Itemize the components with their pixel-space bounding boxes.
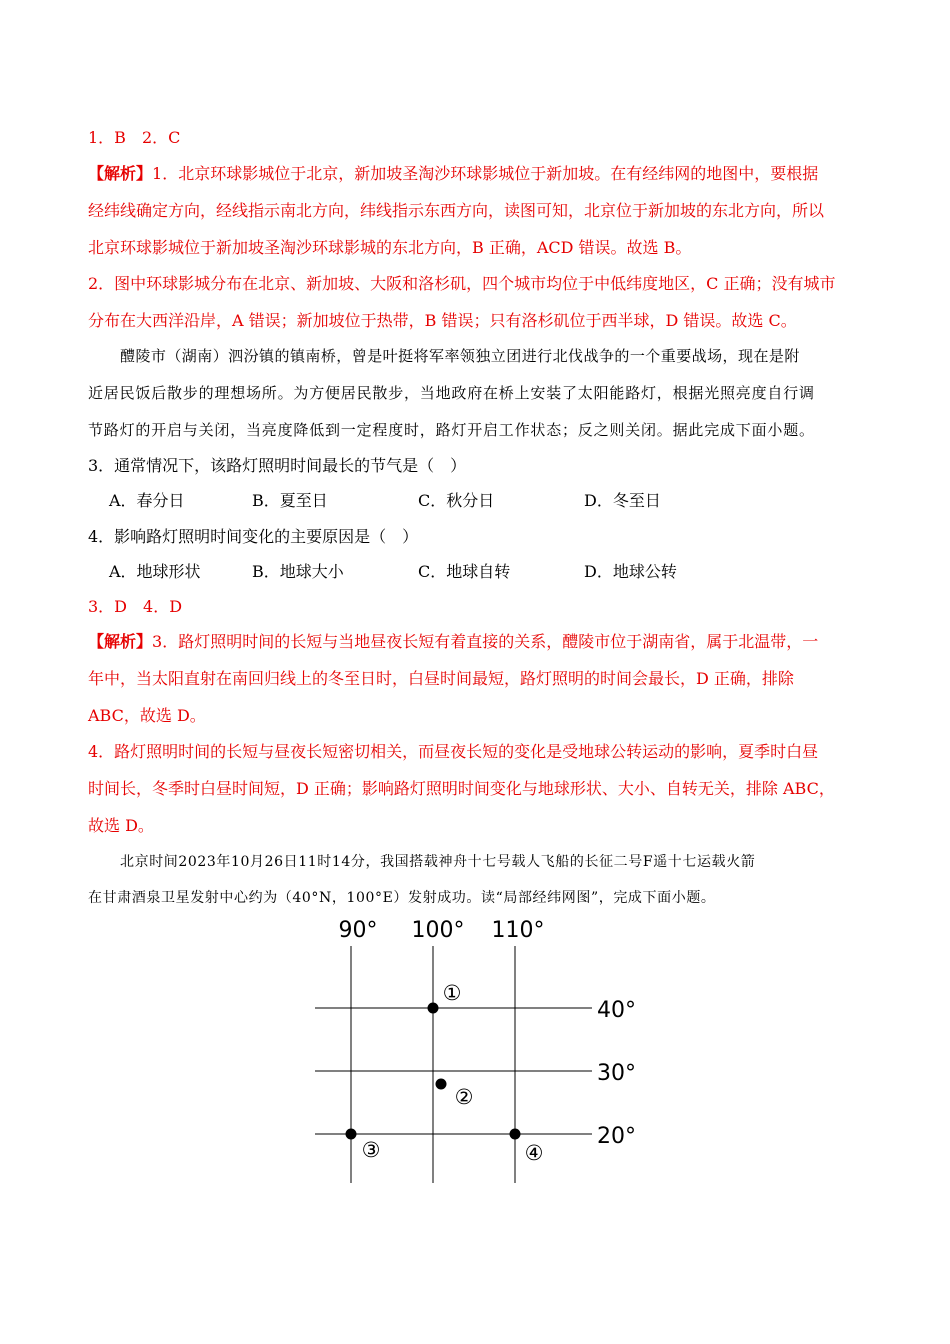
question-3-option-c: C．秋分日 bbox=[418, 491, 495, 510]
passage-1-line-3: 节路灯的开启与关闭，当亮度降低到一定程度时，路灯开启工作状态；反之则关闭。据此完成下面小题。 bbox=[88, 421, 815, 439]
point-4-dot bbox=[510, 1129, 521, 1140]
analysis-4-line-2: 时间长，冬季时白昼时间短，D 正确；影响路灯照明时间变化与地球形状、大小、自转无关，排除 ABC， bbox=[88, 779, 835, 798]
answer-1-2: 1．B 2．C bbox=[88, 128, 181, 147]
latitude-label-40: 40° bbox=[597, 998, 636, 1023]
question-4-option-c: C．地球自转 bbox=[418, 562, 511, 581]
latitude-label-20: 20° bbox=[597, 1124, 636, 1149]
question-3-option-d: D．冬至日 bbox=[584, 491, 661, 510]
point-4-label: ④ bbox=[524, 1141, 544, 1165]
question-4-option-a: A．地球形状 bbox=[109, 562, 201, 581]
analysis-label-2: 【解析】 bbox=[88, 632, 153, 651]
point-3-label: ③ bbox=[361, 1138, 381, 1162]
analysis-2-line-2: 分布在大西洋沿岸，A 错误；新加坡位于热带，B 错误；只有洛杉矶位于西半球，D 错误。故选 C。 bbox=[88, 311, 797, 330]
latitude-label-30: 30° bbox=[597, 1061, 636, 1086]
analysis-label: 【解析】 bbox=[88, 164, 153, 183]
analysis-4-line-3: 故选 D。 bbox=[88, 816, 154, 835]
analysis-3-line-3: ABC，故选 D。 bbox=[88, 706, 206, 725]
point-3-dot bbox=[346, 1129, 357, 1140]
question-3-option-a: A．春分日 bbox=[109, 491, 185, 510]
longitude-label-90: 90° bbox=[338, 918, 378, 943]
analysis-3-line-2: 年中，当太阳直射在南回归线上的冬至日时，白昼时间最短，路灯照明的时间会最长，D 正确，排除 bbox=[88, 669, 794, 688]
analysis-4-line-1: 4．路灯照明时间的长短与昼夜长短密切相关，而昼夜长短的变化是受地球公转运动的影响，夏季时白昼 bbox=[88, 742, 819, 761]
question-3-option-b: B．夏至日 bbox=[252, 491, 328, 510]
longitude-label-110: 110° bbox=[491, 918, 545, 943]
question-4-stem: 4．影响路灯照明时间变化的主要原因是（ ） bbox=[88, 527, 419, 546]
question-4-option-b: B．地球大小 bbox=[252, 562, 344, 581]
answer-3-4: 3．D 4．D bbox=[88, 597, 183, 616]
point-2-dot bbox=[436, 1079, 447, 1090]
passage-1-line-2: 近居民饭后散步的理想场所。为方便居民散步，当地政府在桥上安装了太阳能路灯，根据光照亮度自行调 bbox=[88, 384, 815, 402]
analysis-2-line-1: 2．图中环球影城分布在北京、新加坡、大阪和洛杉矶，四个城市均位于中低纬度地区，C 正确；没有城市 bbox=[88, 274, 836, 293]
analysis-1-line-1: 【解析】1．北京环球影城位于北京，新加坡圣淘沙环球影城位于新加坡。在有经纬网的地图中，要根据 bbox=[88, 164, 819, 183]
analysis-3-line-1: 【解析】3．路灯照明时间的长短与当地昼夜长短有着直接的关系，醴陵市位于湖南省，属于北温带，一 bbox=[88, 632, 819, 651]
longitude-label-100: 100° bbox=[411, 918, 465, 943]
question-3-stem: 3．通常情况下，该路灯照明时间最长的节气是（ ） bbox=[88, 456, 467, 475]
analysis-1-line-2: 经纬线确定方向，经线指示南北方向，纬线指示东西方向，读图可知，北京位于新加坡的东北方向，所以 bbox=[88, 201, 825, 220]
point-1-label: ① bbox=[442, 981, 462, 1005]
question-4-option-d: D．地球公转 bbox=[584, 562, 677, 581]
point-1-dot bbox=[428, 1003, 439, 1014]
passage-2-line-1: 北京时间2023年10月26日11时14分，我国搭载神舟十七号载人飞船的长征二号F遥十七运载火箭 bbox=[120, 854, 756, 870]
passage-2-line-2: 在甘肃酒泉卫星发射中心约为（40°N，100°E）发射成功。读“局部经纬网图”，完成下面小题。 bbox=[88, 890, 716, 906]
point-2-label: ② bbox=[454, 1085, 474, 1109]
analysis-1-line-3: 北京环球影城位于新加坡圣淘沙环球影城的东北方向，B 正确，ACD 错误。故选 B。 bbox=[88, 238, 692, 257]
passage-1-line-1: 醴陵市（湖南）泗汾镇的镇南桥，曾是叶挺将军率领独立团进行北伐战争的一个重要战场，现在是附 bbox=[120, 347, 800, 365]
